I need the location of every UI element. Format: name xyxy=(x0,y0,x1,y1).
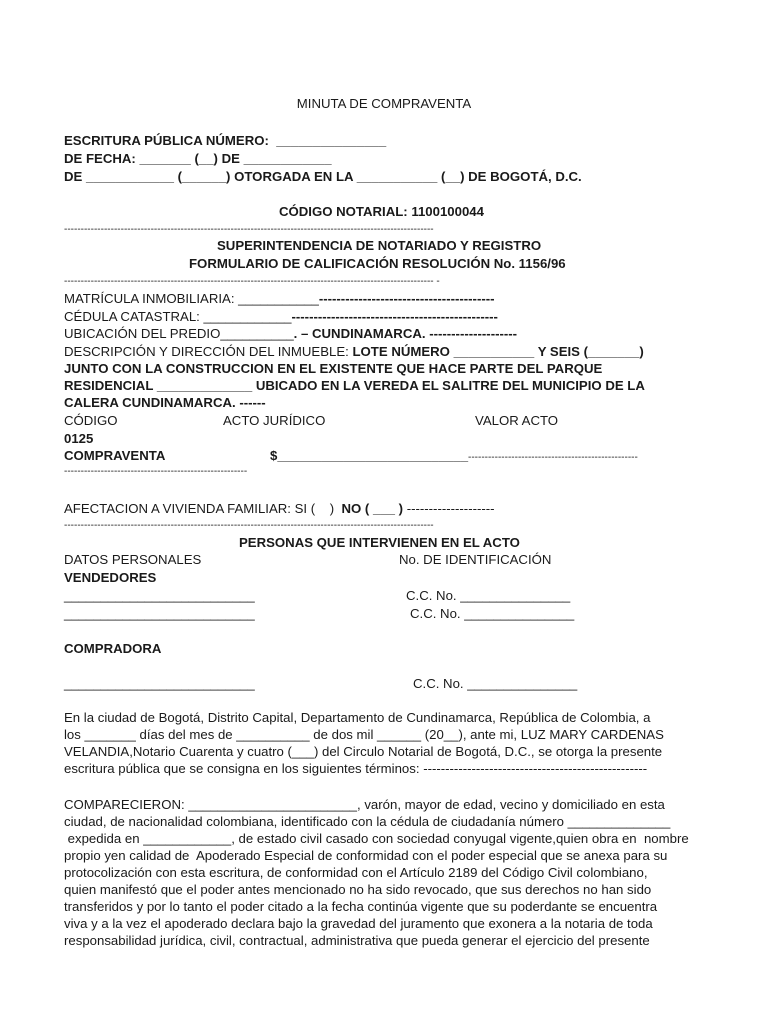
paragraph-line: los _______ días del mes de __________ de dos mil ______ (20__), ante mi, LUZ MARY CARDENAS xyxy=(64,727,664,742)
acto-code: 0125 xyxy=(64,431,94,446)
header-acto-juridico: ACTO JURÍDICO xyxy=(223,413,326,428)
header-codigo: CÓDIGO xyxy=(64,413,118,428)
dash-divider: --------------------------------------------------------------------------------------------------------------- xyxy=(64,224,434,235)
cedula-catastral-line xyxy=(64,308,498,325)
cedula-catastral-label: CÉDULA CATASTRAL: ____________ xyxy=(64,309,292,324)
document-title: MINUTA DE COMPRAVENTA xyxy=(296,96,472,111)
descripcion-label: DESCRIPCIÓN Y DIRECCIÓN DEL INMUEBLE: xyxy=(64,344,353,359)
paragraph-line: COMPARECIERON: _______________________, varón, mayor de edad, vecino y domiciliado en esta xyxy=(64,797,665,812)
superintendencia-heading: SUPERINTENDENCIA DE NOTARIADO Y REGISTRO xyxy=(217,238,542,253)
matricula-label: MATRÍCULA INMOBILIARIA: ___________ xyxy=(64,291,319,306)
afectacion-label: AFECTACION A VIVIENDA FAMILIAR: SI ( ) xyxy=(64,501,342,516)
matricula-dashes: ---------------------------------------- xyxy=(318,291,495,306)
ubicacion-rest: . – CUNDINAMARCA. -------------------- xyxy=(293,326,518,341)
cedula-catastral-dashes: ----------------------------------------------- xyxy=(291,309,498,324)
dash-divider: --------------------------------------------------------------------------------------------------------------- xyxy=(64,520,434,531)
dash-divider: ------------------------------------------------------- xyxy=(64,466,248,477)
compradora-label: COMPRADORA xyxy=(64,641,162,656)
escritura-numero: ESCRITURA PÚBLICA NÚMERO: _______________ xyxy=(64,133,387,148)
vendedor-cc: C.C. No. _______________ xyxy=(406,588,571,603)
ubicacion-line xyxy=(64,325,517,342)
vendedor-name-blank: __________________________ xyxy=(64,588,255,603)
descripcion-line xyxy=(64,343,644,360)
paragraph-line: viva y a la vez el apoderado declara bajo la gravedad del juramento que exonera a la notaria de toda xyxy=(64,916,653,931)
acto-name: COMPRAVENTA xyxy=(64,448,166,463)
codigo-notarial: CÓDIGO NOTARIAL: 1100100044 xyxy=(279,204,484,219)
paragraph-line: propio yen calidad de Apoderado Especial de conformidad con el poder especial que se anexa para su xyxy=(64,848,668,863)
paragraph-line: escritura pública que se consigna en los siguientes términos: --------------------------------------------------- xyxy=(64,761,648,776)
paragraph-line: VELANDIA,Notario Cuarenta y cuatro (___) del Circulo Notarial de Bogotá, D.C., se otorga la presente xyxy=(64,744,663,759)
compradora-name-blank: __________________________ xyxy=(64,676,255,691)
descripcion-text: CALERA CUNDINAMARCA. ------ xyxy=(64,395,266,410)
acto-dashes: --------------------------------------------------- xyxy=(468,452,638,463)
paragraph-line: quien manifestó que el poder antes mencionado no ha sido revocado, que sus derechos no han sido xyxy=(64,882,652,897)
descripcion-rest: LOTE NÚMERO ___________ Y SEIS (_______) xyxy=(352,344,644,359)
otorgada-line: DE ____________ (______) OTORGADA EN LA ___________ (__) DE BOGOTÁ, D.C. xyxy=(64,169,582,184)
paragraph-line: ciudad, de nacionalidad colombiana, identificado con la cédula de ciudadanía número ______________ xyxy=(64,814,671,829)
paragraph-line: expedida en ____________, de estado civil casado con sociedad conyugal vigente,quien obra en nombre xyxy=(64,831,689,846)
header-valor-acto: VALOR ACTO xyxy=(475,413,559,428)
personas-heading: PERSONAS QUE INTERVIENEN EN EL ACTO xyxy=(239,535,520,550)
matricula-line xyxy=(64,290,495,307)
paragraph-line: protocolización con esta escritura, de conformidad con el Artículo 2189 del Código Civil colombiano, xyxy=(64,865,648,880)
descripcion-text: JUNTO CON LA CONSTRUCCION EN EL EXISTENTE QUE HACE PARTE DEL PARQUE xyxy=(64,361,603,376)
identificacion-label: No. DE IDENTIFICACIÓN xyxy=(399,552,552,567)
paragraph-line: responsabilidad jurídica, civil, contractual, administrativa que pueda generar el ejercicio del presente xyxy=(64,933,650,948)
vendedor-name-blank: __________________________ xyxy=(64,606,255,621)
ubicacion-label: UBICACIÓN DEL PREDIO__________ xyxy=(64,326,294,341)
descripcion-text: RESIDENCIAL _____________ UBICADO EN LA VEREDA EL SALITRE DEL MUNICIPIO DE LA xyxy=(64,378,645,393)
afectacion-dashes: -------------------- xyxy=(403,501,495,516)
compradora-cc: C.C. No. _______________ xyxy=(413,676,578,691)
formulario-heading: FORMULARIO DE CALIFICACIÓN RESOLUCIÓN No. 1156/96 xyxy=(189,256,566,271)
paragraph-line: En la ciudad de Bogotá, Distrito Capital, Departamento de Cundinamarca, República de Colombia, a xyxy=(64,710,651,725)
afectacion-no: NO ( ___ ) xyxy=(341,501,404,516)
datos-personales-label: DATOS PERSONALES xyxy=(64,552,202,567)
vendedor-cc: C.C. No. _______________ xyxy=(410,606,575,621)
fecha-line: DE FECHA: _______ (__) DE ____________ xyxy=(64,151,332,166)
paragraph-line: transferidos y por lo tanto el poder citado a la fecha continúa vigente que su poderdante se encuentra xyxy=(64,899,658,914)
dash-divider: --------------------------------------------------------------------------------------------------------------- - xyxy=(64,276,440,287)
vendedores-label: VENDEDORES xyxy=(64,570,157,585)
acto-valor: $__________________________ xyxy=(270,448,469,463)
afectacion-line xyxy=(64,500,495,517)
